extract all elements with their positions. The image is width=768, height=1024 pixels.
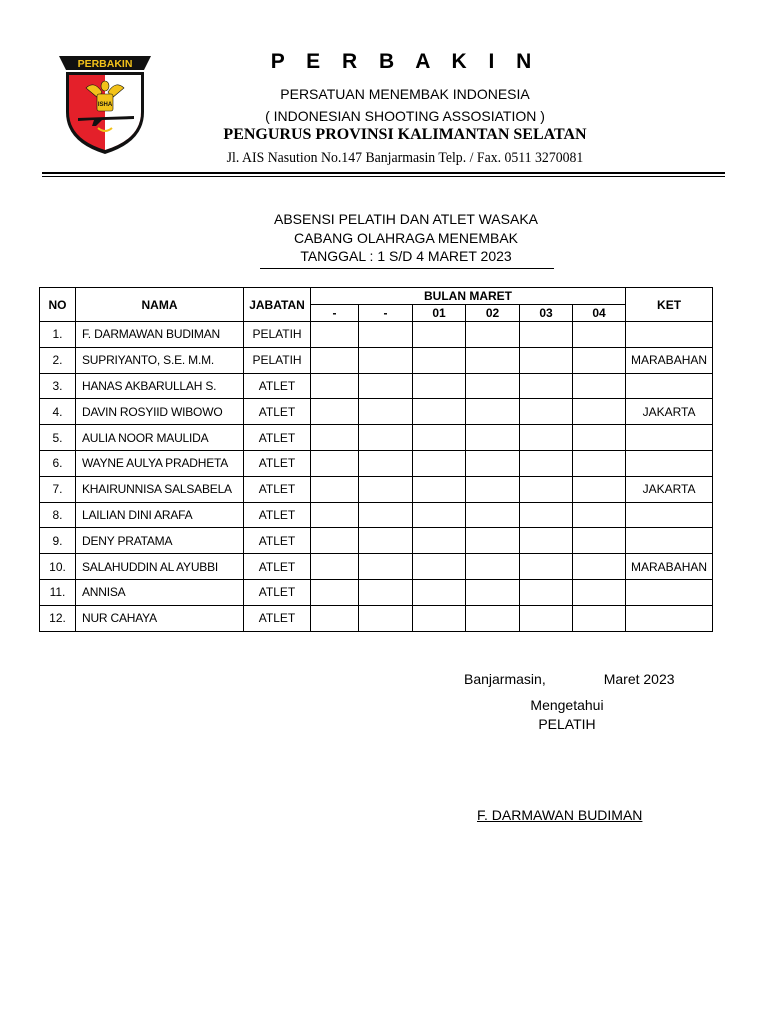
cell-no: 3.: [40, 373, 76, 399]
table-row: [40, 605, 713, 631]
cell-attendance: [466, 502, 520, 528]
cell-jabatan: ATLET: [244, 554, 311, 580]
cell-ket: [626, 605, 713, 631]
title-underline: [260, 268, 554, 269]
header-day: 04: [573, 305, 626, 322]
signature-role: PELATIH: [538, 716, 596, 732]
cell-ket: MARABAHAN: [626, 347, 713, 373]
cell-attendance: [413, 554, 466, 580]
cell-nama: LAILIAN DINI ARAFA: [76, 502, 244, 528]
cell-no: 7.: [40, 476, 76, 502]
cell-nama: DAVIN ROSYIID WIBOWO: [76, 399, 244, 425]
header-day: 01: [413, 305, 466, 322]
cell-jabatan: ATLET: [244, 373, 311, 399]
cell-attendance: [413, 450, 466, 476]
header-bulan: BULAN MARET: [311, 288, 626, 305]
cell-ket: MARABAHAN: [626, 554, 713, 580]
cell-attendance: [466, 605, 520, 631]
header-ket: KET: [626, 288, 713, 322]
table-row: [40, 554, 713, 580]
cell-ket: JAKARTA: [626, 399, 713, 425]
cell-attendance: [520, 399, 573, 425]
cell-attendance: [520, 502, 573, 528]
cell-ket: JAKARTA: [626, 476, 713, 502]
cell-no: 6.: [40, 450, 76, 476]
cell-attendance: [573, 528, 626, 554]
cell-attendance: [466, 450, 520, 476]
cell-jabatan: ATLET: [244, 450, 311, 476]
cell-attendance: [311, 476, 359, 502]
cell-nama: HANAS AKBARULLAH S.: [76, 373, 244, 399]
table-row: [40, 399, 713, 425]
cell-attendance: [413, 476, 466, 502]
cell-attendance: [413, 399, 466, 425]
cell-attendance: [520, 373, 573, 399]
header-no: NO: [40, 288, 76, 322]
cell-attendance: [466, 579, 520, 605]
table-row: [40, 579, 713, 605]
table-row: [40, 347, 713, 373]
org-address: Jl. AIS Nasution No.147 Banjarmasin Telp. / Fax. 0511 3270081: [226, 150, 584, 166]
cell-attendance: [311, 425, 359, 451]
cell-attendance: [466, 528, 520, 554]
cell-attendance: [413, 579, 466, 605]
cell-attendance: [573, 450, 626, 476]
cell-attendance: [311, 605, 359, 631]
header-jabatan: JABATAN: [244, 288, 311, 322]
cell-nama: AULIA NOOR MAULIDA: [76, 425, 244, 451]
cell-ket: [626, 450, 713, 476]
table-row: [40, 476, 713, 502]
cell-no: 9.: [40, 528, 76, 554]
header-day: -: [359, 305, 413, 322]
cell-attendance: [359, 347, 413, 373]
cell-attendance: [573, 554, 626, 580]
perbakin-logo: [58, 54, 152, 158]
cell-no: 2.: [40, 347, 76, 373]
signature-month: Maret 2023: [603, 671, 675, 687]
table-row: [40, 322, 713, 348]
cell-ket: [626, 322, 713, 348]
cell-attendance: [311, 579, 359, 605]
cell-attendance: [359, 322, 413, 348]
cell-attendance: [413, 347, 466, 373]
cell-nama: KHAIRUNNISA SALSABELA: [76, 476, 244, 502]
cell-jabatan: ATLET: [244, 425, 311, 451]
cell-attendance: [520, 450, 573, 476]
cell-attendance: [311, 450, 359, 476]
cell-attendance: [520, 322, 573, 348]
cell-attendance: [573, 347, 626, 373]
cell-attendance: [520, 476, 573, 502]
cell-nama: WAYNE AULYA PRADHETA: [76, 450, 244, 476]
cell-jabatan: ATLET: [244, 605, 311, 631]
cell-no: 1.: [40, 322, 76, 348]
cell-attendance: [413, 605, 466, 631]
org-name: PERSATUAN MENEMBAK INDONESIA: [280, 86, 530, 102]
cell-attendance: [466, 554, 520, 580]
table-row: [40, 450, 713, 476]
cell-jabatan: PELATIH: [244, 322, 311, 348]
cell-attendance: [311, 554, 359, 580]
cell-attendance: [520, 554, 573, 580]
cell-jabatan: ATLET: [244, 399, 311, 425]
cell-jabatan: ATLET: [244, 476, 311, 502]
cell-attendance: [359, 579, 413, 605]
cell-attendance: [359, 425, 413, 451]
cell-attendance: [359, 476, 413, 502]
header-divider: [42, 172, 725, 174]
cell-nama: SALAHUDDIN AL AYUBBI: [76, 554, 244, 580]
cell-nama: SUPRIYANTO, S.E. M.M.: [76, 347, 244, 373]
header-nama: NAMA: [76, 288, 244, 322]
header-divider-thin: [42, 176, 725, 177]
cell-attendance: [359, 528, 413, 554]
cell-attendance: [520, 579, 573, 605]
table-row: [40, 425, 713, 451]
cell-attendance: [573, 579, 626, 605]
cell-attendance: [311, 399, 359, 425]
org-name-english: ( INDONESIAN SHOOTING ASSOSIATION ): [265, 108, 545, 124]
cell-ket: [626, 579, 713, 605]
cell-no: 11.: [40, 579, 76, 605]
cell-attendance: [466, 425, 520, 451]
cell-jabatan: ATLET: [244, 502, 311, 528]
cell-attendance: [413, 502, 466, 528]
cell-attendance: [311, 322, 359, 348]
signature-place-date: [464, 671, 675, 687]
cell-attendance: [413, 322, 466, 348]
cell-attendance: [573, 399, 626, 425]
cell-no: 5.: [40, 425, 76, 451]
cell-attendance: [466, 373, 520, 399]
shield-emblem-icon: [58, 54, 152, 158]
logo-emblem-text: ISHA: [97, 102, 113, 108]
signature-place: Banjarmasin,: [464, 671, 546, 687]
cell-attendance: [573, 502, 626, 528]
cell-jabatan: ATLET: [244, 528, 311, 554]
cell-attendance: [520, 425, 573, 451]
cell-attendance: [359, 399, 413, 425]
header-day: 02: [466, 305, 520, 322]
cell-attendance: [359, 554, 413, 580]
cell-attendance: [573, 425, 626, 451]
cell-attendance: [311, 373, 359, 399]
cell-attendance: [466, 399, 520, 425]
cell-jabatan: ATLET: [244, 579, 311, 605]
cell-no: 10.: [40, 554, 76, 580]
cell-no: 4.: [40, 399, 76, 425]
cell-nama: NUR CAHAYA: [76, 605, 244, 631]
cell-no: 8.: [40, 502, 76, 528]
cell-attendance: [466, 322, 520, 348]
header-day: 03: [520, 305, 573, 322]
org-provincial-board: PENGURUS PROVINSI KALIMANTAN SELATAN: [223, 126, 587, 143]
document-subtitle: CABANG OLAHRAGA MENEMBAK: [293, 230, 519, 246]
header-day: -: [311, 305, 359, 322]
cell-attendance: [359, 450, 413, 476]
cell-attendance: [466, 476, 520, 502]
cell-attendance: [359, 605, 413, 631]
document-date: TANGGAL : 1 S/D 4 MARET 2023: [300, 248, 512, 264]
table-row: [40, 502, 713, 528]
cell-ket: [626, 502, 713, 528]
cell-attendance: [520, 605, 573, 631]
cell-attendance: [520, 347, 573, 373]
cell-attendance: [573, 373, 626, 399]
cell-attendance: [573, 476, 626, 502]
cell-nama: DENY PRATAMA: [76, 528, 244, 554]
cell-nama: ANNISA: [76, 579, 244, 605]
attendance-table: [39, 287, 713, 632]
cell-attendance: [413, 373, 466, 399]
cell-attendance: [520, 528, 573, 554]
cell-jabatan: PELATIH: [244, 347, 311, 373]
cell-attendance: [311, 528, 359, 554]
cell-attendance: [466, 347, 520, 373]
cell-ket: [626, 425, 713, 451]
org-title: P E R B A K I N: [270, 50, 540, 73]
table-row: [40, 528, 713, 554]
cell-attendance: [359, 502, 413, 528]
document-title: ABSENSI PELATIH DAN ATLET WASAKA: [273, 211, 538, 227]
signature-acknowledged: Mengetahui: [530, 697, 604, 713]
cell-attendance: [359, 373, 413, 399]
table-row: [40, 373, 713, 399]
logo-text: PERBAKIN: [77, 58, 133, 70]
cell-no: 12.: [40, 605, 76, 631]
signature-name: F. DARMAWAN BUDIMAN: [477, 807, 643, 823]
cell-attendance: [311, 347, 359, 373]
cell-attendance: [573, 322, 626, 348]
cell-attendance: [413, 528, 466, 554]
cell-attendance: [311, 502, 359, 528]
cell-attendance: [413, 425, 466, 451]
cell-attendance: [573, 605, 626, 631]
cell-ket: [626, 373, 713, 399]
cell-ket: [626, 528, 713, 554]
cell-nama: F. DARMAWAN BUDIMAN: [76, 322, 244, 348]
